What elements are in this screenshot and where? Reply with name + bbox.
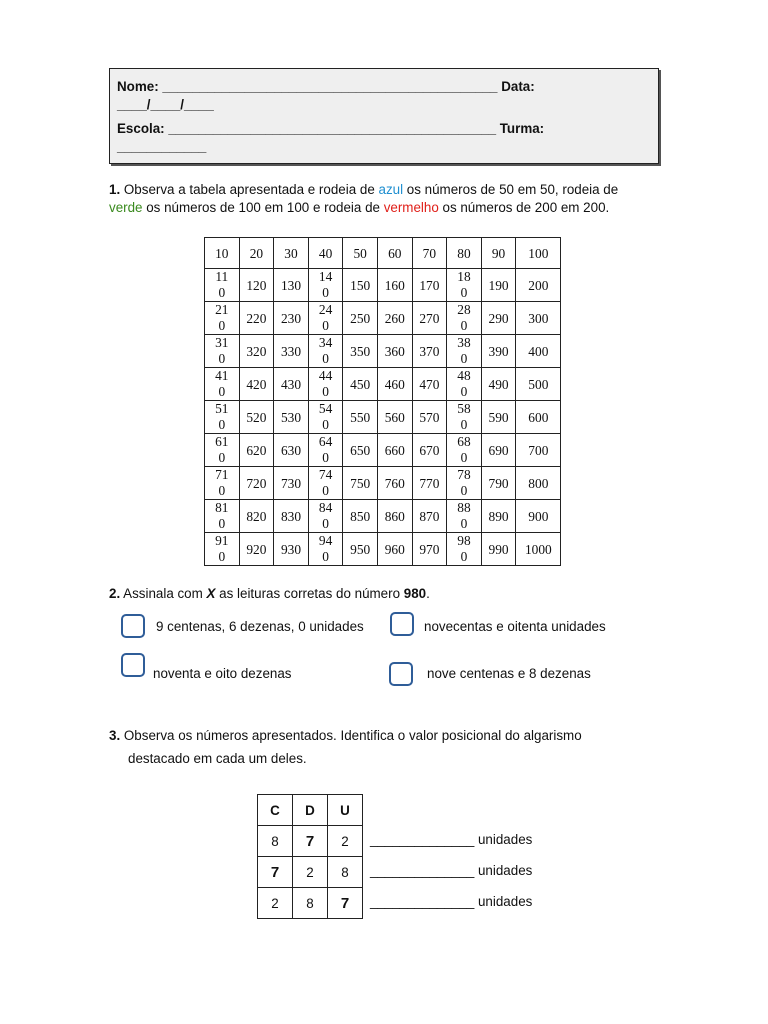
number-cell[interactable]: 40	[308, 238, 343, 269]
number-cell[interactable]: 150	[343, 269, 378, 302]
number-cell-text: 210	[215, 302, 229, 333]
number-cell[interactable]: 160	[377, 269, 412, 302]
number-cell[interactable]: 900	[516, 500, 561, 533]
question-text: Observa os números apresentados. Identifica o valor posicional do algarismo	[120, 728, 582, 743]
highlighted-digit: 7	[328, 888, 363, 919]
digit-cell: 8	[293, 888, 328, 919]
number-cell[interactable]	[205, 434, 240, 467]
answer-line-3[interactable]: ______________ unidades	[370, 894, 533, 909]
target-number: 980	[403, 586, 427, 601]
class-blank[interactable]: ____________	[117, 139, 207, 154]
number-cell[interactable]: 420	[239, 368, 274, 401]
number-cell[interactable]: 450	[343, 368, 378, 401]
question-text: as leituras corretas do número	[215, 586, 404, 601]
school-class-line[interactable]: Escola: ____________________________________________ Turma:	[117, 121, 545, 136]
number-cell[interactable]: 860	[377, 500, 412, 533]
number-cell[interactable]	[447, 467, 482, 500]
number-cell[interactable]: 500	[516, 368, 561, 401]
x-mark: X	[206, 586, 216, 601]
number-cell[interactable]: 850	[343, 500, 378, 533]
number-cell-text: 280	[457, 302, 471, 333]
number-cell[interactable]: 130	[274, 269, 309, 302]
number-cell[interactable]: 320	[239, 335, 274, 368]
number-cell-text: 780	[457, 467, 471, 498]
place-value-row	[258, 888, 363, 919]
number-table-row	[205, 238, 561, 269]
number-table-row	[205, 401, 561, 434]
number-cell[interactable]: 220	[239, 302, 274, 335]
number-cell[interactable]: 230	[274, 302, 309, 335]
number-cell[interactable]: 920	[239, 533, 274, 566]
number-cell[interactable]: 60	[377, 238, 412, 269]
number-cell[interactable]: 90	[481, 238, 516, 269]
number-cell[interactable]: 870	[412, 500, 447, 533]
number-cell[interactable]	[308, 368, 343, 401]
question-number: 1.	[109, 182, 121, 197]
place-value-row	[258, 826, 363, 857]
place-value-table	[257, 794, 363, 919]
number-cell[interactable]	[308, 335, 343, 368]
number-cell[interactable]: 530	[274, 401, 309, 434]
color-word-red: vermelho	[383, 200, 439, 215]
number-cell-text: 110	[215, 269, 229, 300]
answer-line-1[interactable]: ______________ unidades	[370, 832, 533, 847]
number-cell[interactable]: 470	[412, 368, 447, 401]
number-cell-text: 840	[318, 500, 333, 531]
number-cell[interactable]: 430	[274, 368, 309, 401]
number-cell-text: 740	[318, 467, 333, 498]
answer-line-2[interactable]: ______________ unidades	[370, 863, 533, 878]
digit-cell: 8	[258, 826, 293, 857]
number-cell-text: 680	[457, 434, 471, 465]
digit-cell: 2	[328, 826, 363, 857]
number-cell[interactable]: 190	[481, 269, 516, 302]
number-cell[interactable]: 170	[412, 269, 447, 302]
number-cell-text: 910	[215, 533, 229, 564]
option-label-3: noventa e oito dezenas	[153, 666, 292, 681]
number-cell-text: 580	[457, 401, 471, 432]
number-cell-text: 510	[215, 401, 229, 432]
number-cell[interactable]	[308, 533, 343, 566]
place-value-header: D	[293, 795, 328, 826]
number-cell[interactable]: 660	[377, 434, 412, 467]
number-cell[interactable]: 750	[343, 467, 378, 500]
question-1	[109, 181, 659, 217]
number-cell-text: 380	[457, 335, 471, 366]
number-cell[interactable]: 960	[377, 533, 412, 566]
number-cell[interactable]	[205, 335, 240, 368]
number-cell[interactable]: 1000	[516, 533, 561, 566]
question-2	[109, 585, 659, 603]
number-cell[interactable]: 100	[516, 238, 561, 269]
number-cell[interactable]: 460	[377, 368, 412, 401]
number-cell[interactable]: 720	[239, 467, 274, 500]
number-cell[interactable]: 250	[343, 302, 378, 335]
number-cell-text: 180	[457, 269, 471, 300]
number-cell[interactable]	[447, 533, 482, 566]
question-text: os números de 50 em 50, rodeia de	[403, 182, 619, 197]
number-cell-text: 940	[318, 533, 333, 564]
number-table	[204, 237, 561, 566]
number-cell[interactable]: 70	[412, 238, 447, 269]
option-label-2: novecentas e oitenta unidades	[424, 619, 606, 634]
number-cell-text: 810	[215, 500, 229, 531]
number-table-row	[205, 467, 561, 500]
number-cell[interactable]: 930	[274, 533, 309, 566]
number-cell[interactable]: 820	[239, 500, 274, 533]
number-cell-text: 410	[215, 368, 229, 399]
number-cell[interactable]: 560	[377, 401, 412, 434]
number-cell[interactable]: 570	[412, 401, 447, 434]
student-info-box	[109, 68, 659, 164]
option-checkbox-4[interactable]	[389, 662, 413, 686]
number-cell[interactable]	[308, 467, 343, 500]
option-label-1: 9 centenas, 6 dezenas, 0 unidades	[156, 619, 364, 634]
number-cell[interactable]: 590	[481, 401, 516, 434]
number-cell[interactable]	[205, 302, 240, 335]
number-cell[interactable]	[205, 533, 240, 566]
number-cell[interactable]: 950	[343, 533, 378, 566]
number-cell[interactable]: 630	[274, 434, 309, 467]
number-table-row	[205, 368, 561, 401]
option-label-4: nove centenas e 8 dezenas	[427, 666, 591, 681]
number-cell[interactable]	[447, 368, 482, 401]
name-date-line[interactable]: Nome: _____________________________________________ Data:	[117, 79, 535, 94]
number-cell[interactable]: 650	[343, 434, 378, 467]
number-cell[interactable]: 330	[274, 335, 309, 368]
number-cell[interactable]: 390	[481, 335, 516, 368]
number-cell[interactable]: 600	[516, 401, 561, 434]
number-cell[interactable]	[205, 368, 240, 401]
number-cell[interactable]	[447, 434, 482, 467]
number-cell[interactable]: 490	[481, 368, 516, 401]
number-cell[interactable]	[308, 434, 343, 467]
number-cell[interactable]: 400	[516, 335, 561, 368]
number-cell[interactable]: 770	[412, 467, 447, 500]
number-cell[interactable]: 620	[239, 434, 274, 467]
number-cell[interactable]: 830	[274, 500, 309, 533]
number-cell[interactable]: 990	[481, 533, 516, 566]
date-blanks[interactable]: ____/____/____	[117, 97, 214, 112]
number-cell[interactable]: 120	[239, 269, 274, 302]
number-cell[interactable]: 260	[377, 302, 412, 335]
number-cell[interactable]: 550	[343, 401, 378, 434]
number-cell[interactable]: 890	[481, 500, 516, 533]
place-value-header-row	[258, 795, 363, 826]
number-cell[interactable]: 300	[516, 302, 561, 335]
number-cell[interactable]: 290	[481, 302, 516, 335]
number-cell[interactable]: 20	[239, 238, 274, 269]
question-text: Observa a tabela apresentada e rodeia de	[120, 182, 379, 197]
number-cell-text: 710	[215, 467, 229, 498]
place-value-header: C	[258, 795, 293, 826]
option-checkbox-3[interactable]	[121, 653, 145, 677]
number-cell[interactable]	[205, 467, 240, 500]
number-cell[interactable]: 370	[412, 335, 447, 368]
number-cell[interactable]: 700	[516, 434, 561, 467]
question-text: .	[426, 586, 430, 601]
number-cell-text: 340	[318, 335, 333, 366]
number-cell[interactable]	[308, 269, 343, 302]
number-table-row	[205, 533, 561, 566]
number-cell[interactable]	[447, 269, 482, 302]
number-cell[interactable]: 350	[343, 335, 378, 368]
number-cell[interactable]: 730	[274, 467, 309, 500]
color-word-green: verde	[109, 200, 143, 215]
number-cell[interactable]: 80	[447, 238, 482, 269]
option-checkbox-1[interactable]	[121, 614, 145, 638]
question-text: Assinala com	[120, 586, 207, 601]
number-cell[interactable]	[447, 302, 482, 335]
number-table-row	[205, 302, 561, 335]
number-cell-text: 880	[457, 500, 471, 531]
number-cell-text: 980	[457, 533, 471, 564]
number-cell[interactable]: 270	[412, 302, 447, 335]
number-cell-text: 640	[318, 434, 333, 465]
number-cell[interactable]	[308, 401, 343, 434]
question-text: destacado em cada um deles.	[128, 751, 307, 766]
number-cell[interactable]: 200	[516, 269, 561, 302]
number-cell[interactable]	[308, 500, 343, 533]
question-text: os números de 200 em 200.	[438, 200, 610, 215]
number-cell[interactable]	[205, 269, 240, 302]
number-cell[interactable]: 800	[516, 467, 561, 500]
number-cell-text: 240	[318, 302, 333, 333]
number-cell[interactable]	[447, 500, 482, 533]
number-cell[interactable]	[308, 302, 343, 335]
number-cell[interactable]: 360	[377, 335, 412, 368]
highlighted-digit: 7	[293, 826, 328, 857]
number-cell[interactable]	[447, 401, 482, 434]
number-cell[interactable]	[205, 401, 240, 434]
digit-cell: 2	[258, 888, 293, 919]
number-cell-text: 480	[457, 368, 471, 399]
number-cell[interactable]: 50	[343, 238, 378, 269]
question-number: 2.	[109, 586, 121, 601]
question-number: 3.	[109, 728, 121, 743]
number-cell-text: 610	[215, 434, 229, 465]
question-text: os números de 100 em 100 e rodeia de	[142, 200, 384, 215]
number-cell-text: 440	[318, 368, 333, 399]
number-cell[interactable]: 760	[377, 467, 412, 500]
place-value-header: U	[328, 795, 363, 826]
number-cell[interactable]: 10	[205, 238, 240, 269]
question-3	[109, 724, 659, 770]
highlighted-digit: 7	[258, 857, 293, 888]
number-cell[interactable]: 690	[481, 434, 516, 467]
number-cell[interactable]: 970	[412, 533, 447, 566]
option-checkbox-2[interactable]	[390, 612, 414, 636]
number-table-row	[205, 434, 561, 467]
number-cell[interactable]	[447, 335, 482, 368]
number-cell[interactable]: 670	[412, 434, 447, 467]
number-table-row	[205, 500, 561, 533]
number-cell[interactable]: 520	[239, 401, 274, 434]
number-cell[interactable]	[205, 500, 240, 533]
number-cell-text: 540	[318, 401, 333, 432]
number-cell[interactable]: 790	[481, 467, 516, 500]
number-cell-text: 140	[318, 269, 333, 300]
number-cell[interactable]: 30	[274, 238, 309, 269]
digit-cell: 8	[328, 857, 363, 888]
number-cell-text: 310	[215, 335, 229, 366]
color-word-blue: azul	[378, 182, 404, 197]
number-table-row	[205, 269, 561, 302]
number-table-row	[205, 335, 561, 368]
place-value-row	[258, 857, 363, 888]
digit-cell: 2	[293, 857, 328, 888]
